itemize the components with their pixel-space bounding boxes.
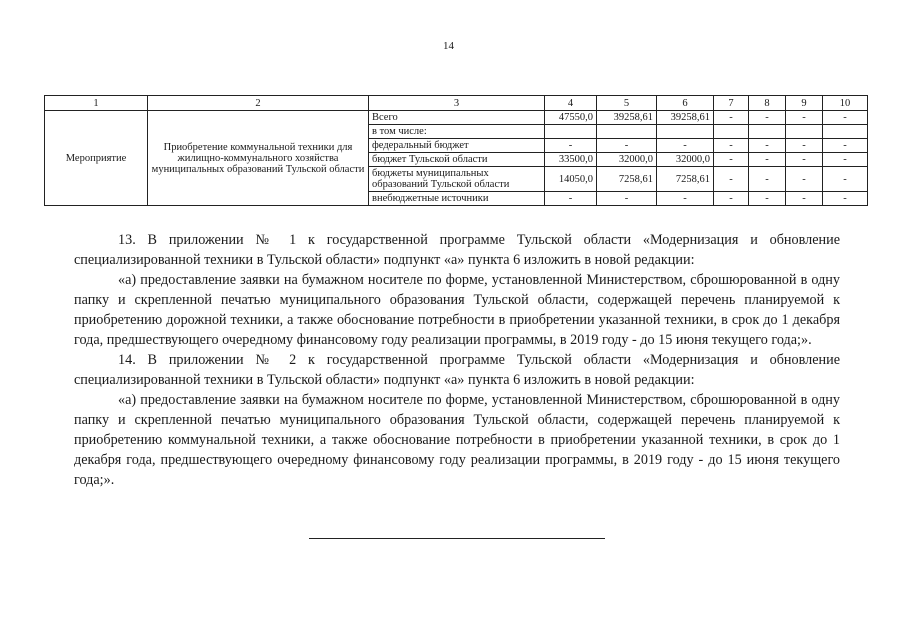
value-cell	[714, 125, 749, 139]
value-cell: -	[545, 192, 597, 206]
funding-source-cell: бюджет Тульской области	[369, 153, 545, 167]
value-cell: -	[823, 111, 868, 125]
funding-source-cell: Всего	[369, 111, 545, 125]
value-cell: -	[786, 153, 823, 167]
paragraph-13-intro: 13. В приложении № 1 к государственной программе Тульской области «Модернизация и обновление специализированной техники в Тульской области» подпункт «а» пункта 6 изложить в новой редакции:	[74, 232, 840, 268]
column-header: 1	[45, 96, 148, 111]
value-cell: -	[597, 192, 657, 206]
value-cell	[786, 125, 823, 139]
funding-source-cell: бюджеты муниципальных образований Тульской области	[369, 167, 545, 192]
value-cell: -	[597, 139, 657, 153]
value-cell: -	[714, 153, 749, 167]
value-cell: -	[823, 192, 868, 206]
paragraph-14-quote: «а) предоставление заявки на бумажном носителе по форме, установленной Министерством, сброшюрованной в одну папку и скрепленной печатью муниципального образования Тульской области, содержащей перечень планируемой к приобретению коммунальной техники, а также обоснование потребности в приобретении указанной техники, в срок до 1 декабря года, предшествующего очередному финансовому году реализации программы, в 2019 году - до 15 июня текущего года;».	[74, 392, 840, 488]
value-cell: -	[823, 167, 868, 192]
document-body	[74, 230, 840, 490]
funding-source-cell: внебюджетные источники	[369, 192, 545, 206]
value-cell	[749, 125, 786, 139]
event-label-cell: Мероприятие	[45, 111, 148, 206]
column-header: 2	[148, 96, 369, 111]
page-number: 14	[443, 40, 454, 52]
value-cell	[823, 125, 868, 139]
value-cell: -	[657, 192, 714, 206]
value-cell: 7258,61	[597, 167, 657, 192]
column-header: 6	[657, 96, 714, 111]
value-cell: -	[786, 139, 823, 153]
value-cell: -	[749, 192, 786, 206]
value-cell: -	[749, 153, 786, 167]
column-header: 8	[749, 96, 786, 111]
column-header: 10	[823, 96, 868, 111]
value-cell: -	[545, 139, 597, 153]
value-cell: 32000,0	[657, 153, 714, 167]
value-cell: 39258,61	[597, 111, 657, 125]
column-header: 7	[714, 96, 749, 111]
value-cell: 39258,61	[657, 111, 714, 125]
value-cell: 32000,0	[597, 153, 657, 167]
value-cell: -	[786, 192, 823, 206]
table-header-row	[45, 96, 868, 111]
value-cell: -	[749, 167, 786, 192]
budget-table	[44, 95, 868, 206]
value-cell: -	[714, 139, 749, 153]
value-cell: -	[749, 139, 786, 153]
closing-line	[309, 538, 605, 539]
value-cell: -	[823, 153, 868, 167]
paragraph-14-intro: 14. В приложении № 2 к государственной программе Тульской области «Модернизация и обновление специализированной техники в Тульской области» подпункт «а» пункта 6 изложить в новой редакции:	[74, 352, 840, 388]
value-cell	[545, 125, 597, 139]
column-header: 3	[369, 96, 545, 111]
value-cell: -	[714, 167, 749, 192]
funding-source-cell: федеральный бюджет	[369, 139, 545, 153]
event-description-cell: Приобретение коммунальной техники для жилищно-коммунального хозяйства муниципальных образований Тульской области	[148, 111, 369, 206]
value-cell: 33500,0	[545, 153, 597, 167]
funding-source-cell: в том числе:	[369, 125, 545, 139]
value-cell: -	[786, 111, 823, 125]
column-header: 4	[545, 96, 597, 111]
value-cell: 14050,0	[545, 167, 597, 192]
table-row	[45, 111, 868, 125]
value-cell	[597, 125, 657, 139]
value-cell: 47550,0	[545, 111, 597, 125]
column-header: 9	[786, 96, 823, 111]
value-cell: -	[823, 139, 868, 153]
value-cell	[657, 125, 714, 139]
value-cell: -	[749, 111, 786, 125]
value-cell: -	[714, 192, 749, 206]
value-cell: -	[657, 139, 714, 153]
value-cell: -	[786, 167, 823, 192]
value-cell: -	[714, 111, 749, 125]
value-cell: 7258,61	[657, 167, 714, 192]
column-header: 5	[597, 96, 657, 111]
paragraph-13-quote: «а) предоставление заявки на бумажном носителе по форме, установленной Министерством, сброшюрованной в одну папку и скрепленной печатью муниципального образования Тульской области, содержащей перечень планируемой к приобретению дорожной техники, а также обоснование потребности в приобретении указанной техники, в срок до 1 декабря года, предшествующего очередному финансовому году реализации программы, в 2019 году - до 15 июня текущего года;».	[74, 272, 840, 348]
